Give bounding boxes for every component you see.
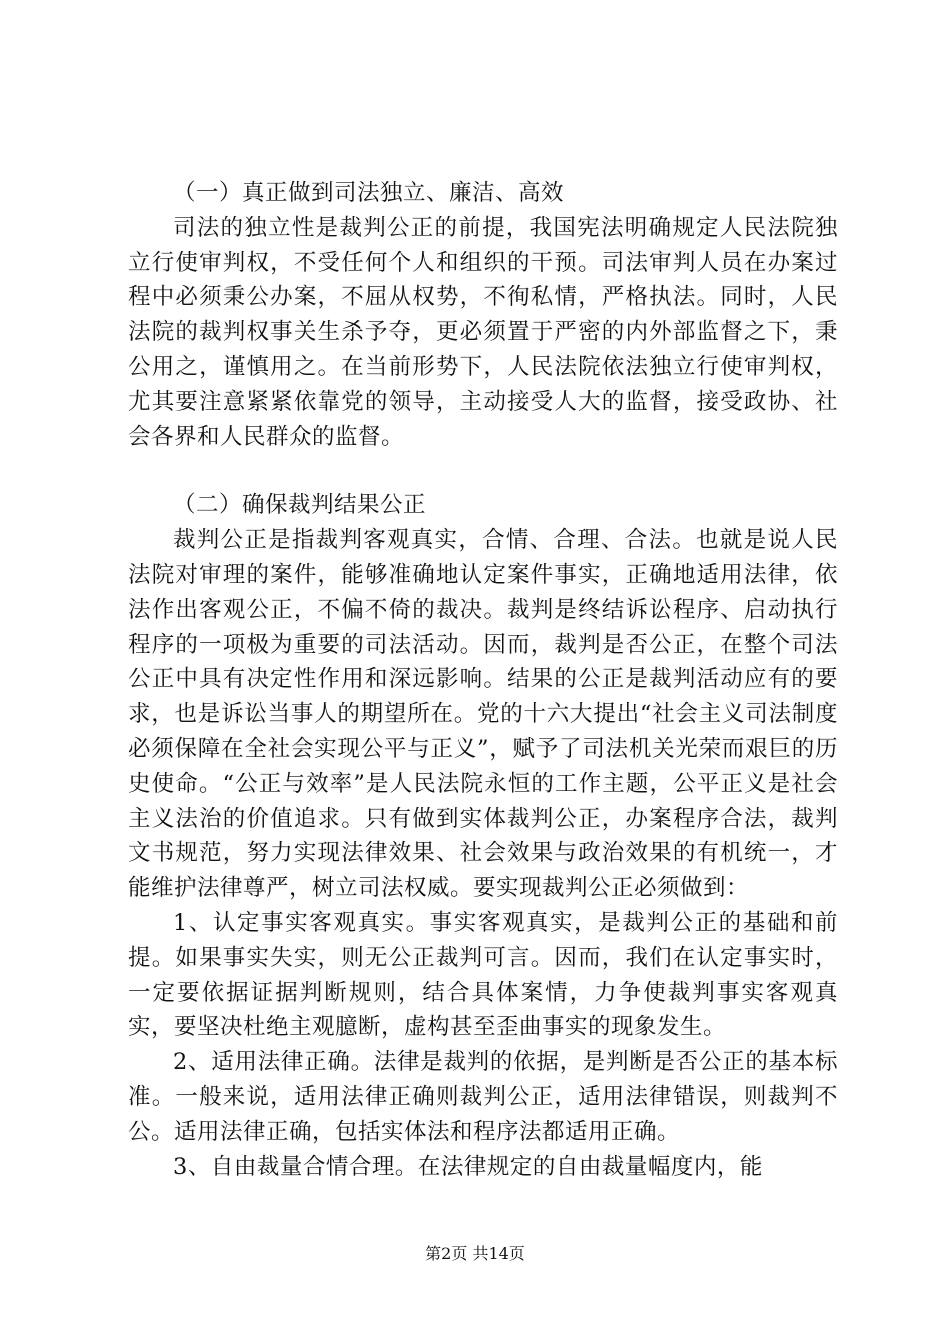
section-heading: （二）确保裁判结果公正 (173, 492, 427, 519)
body-paragraph: 裁判公正是指裁判客观真实，合情、合理、合法。也就是说人民法院对审理的案件，能够准确地认定案件事实，正确地适用法律，依法作出客观公正，不偏不倚的裁决。裁判是终结诉讼程序、启动执行程序的一项极为重要的司法活动。因而，裁判是否公正，在整个司法公正中具有决定性作用和深远影响。结果的公正是裁判活动应有的要求，也是诉讼当事人的期望所在。党的十六大提出“社会主义司法制度必须保障在全社会实现公平与正义”，赋予了司法机关光荣而艰巨的历史使命。“公正与效率”是人民法院永恒的工作主题，公平正义是社会主义法治的价值追求。只有做到实体裁判公正，办案程序合法，裁判文书规范，努力实现法律效果、社会效果与政治效果的有机统一，才能维护法律尊严，树立司法权威。要实现裁判公正必须做到： (128, 527, 838, 902)
body-paragraph: 2、适用法律正确。法律是裁判的依据，是判断是否公正的基本标准。一般来说，适用法律正确则裁判公正，适用法律错误，则裁判不公。适用法律正确，包括实体法和程序法都适用正确。 (128, 1049, 838, 1145)
page-number-footer: 第2页 共14页 (425, 1244, 525, 1263)
section-heading: （一）真正做到司法独立、廉洁、高效 (173, 180, 565, 206)
document-body (128, 176, 838, 1184)
body-paragraph: 1、认定事实客观真实。事实客观真实，是裁判公正的基础和前提。如果事实失实，则无公正裁判可言。因而，我们在认定事实时，一定要依据证据判断规则，结合具体案情，力争使裁判事实客观真实，要坚决杜绝主观臆断，虚构甚至歪曲事实的现象发生。 (128, 909, 838, 1041)
body-paragraph: 司法的独立性是裁判公正的前提，我国宪法明确规定人民法院独立行使审判权，不受任何个人和组织的干预。司法审判人员在办案过程中必须秉公办案，不屈从权势，不徇私情，严格执法。同时，人民法院的裁判权事关生杀予夺，更必须置于严密的内外部监督之下，秉公用之，谨慎用之。在当前形势下，人民法院依法独立行使审判权，尤其要注意紧紧依靠党的领导，主动接受人大的监督，接受政协、社会各界和人民群众的监督。 (128, 214, 838, 450)
body-paragraph: 3、自由裁量合情合理。在法律规定的自由裁量幅度内，能 (173, 1153, 763, 1180)
